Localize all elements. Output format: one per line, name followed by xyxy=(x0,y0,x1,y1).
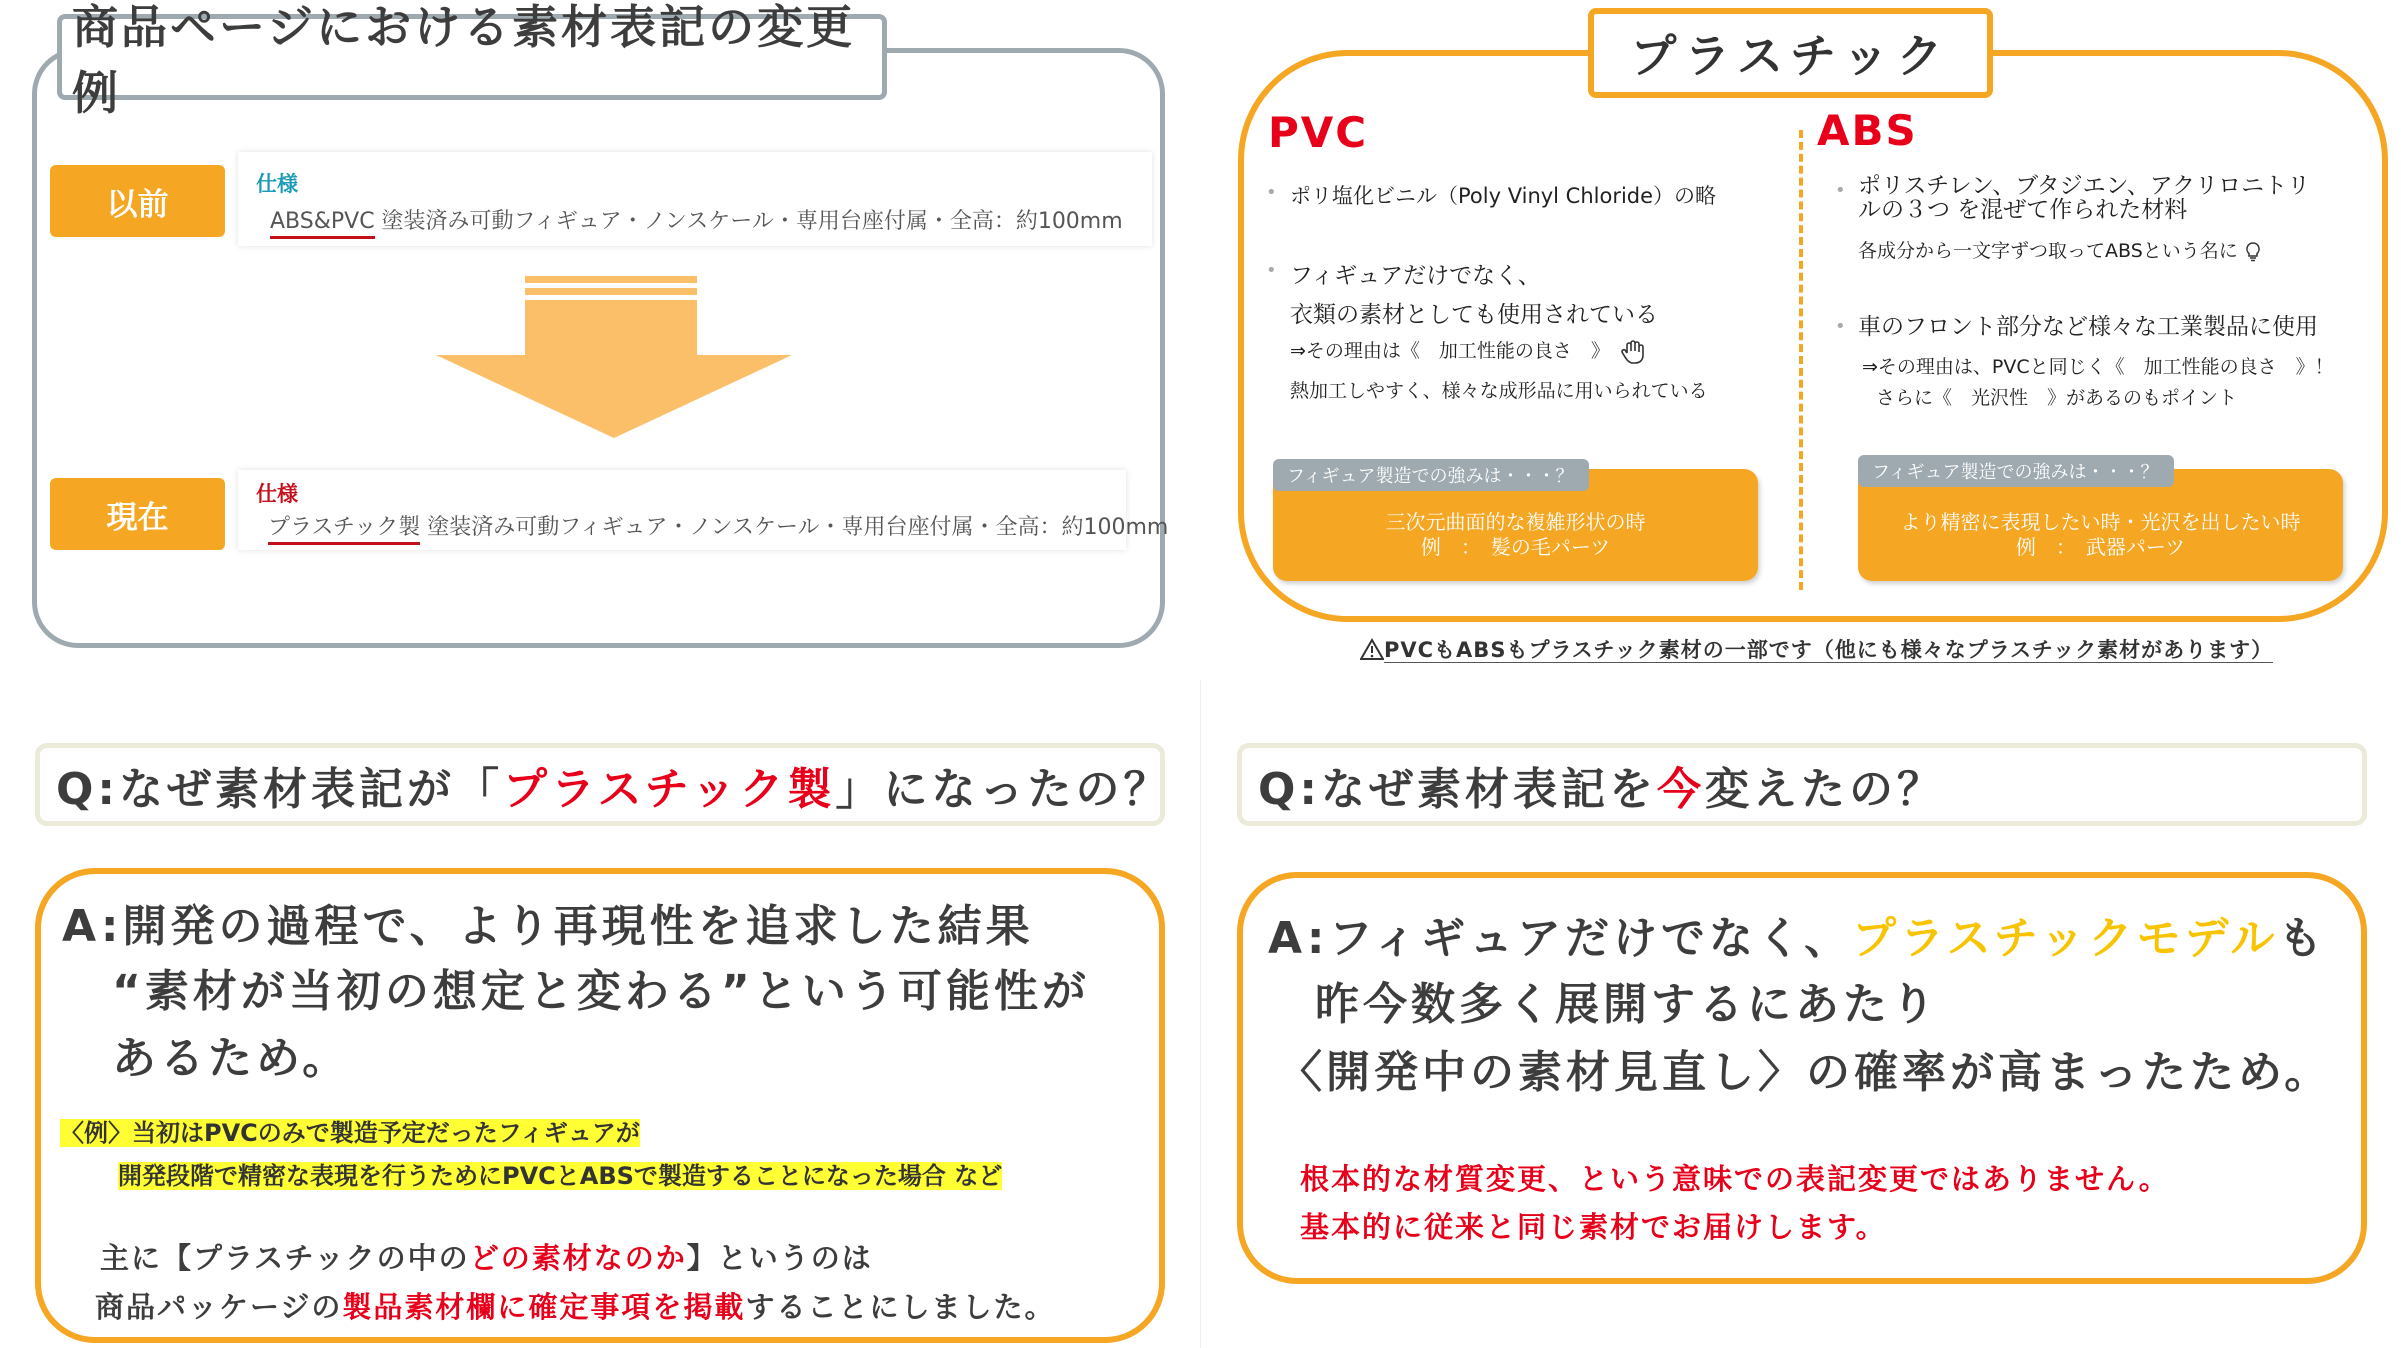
answer-1-line-3: あるため。 xyxy=(112,1033,351,1084)
answer-1-sub-1 xyxy=(100,1236,873,1277)
answer-2-line-1-suffix: も xyxy=(2278,913,2327,964)
abs-reason-line-1: ⇒その理由は、PVCと同じく《 加工性能の良さ 》！ xyxy=(1862,356,2334,378)
before-spec-line xyxy=(270,204,1123,235)
pvc-reason-text: ⇒その理由は《 加工性能の良さ 》 xyxy=(1290,340,1610,362)
lightbulb-icon xyxy=(2244,241,2262,263)
pvc-heading: PVC xyxy=(1268,108,1369,157)
after-spec-label: 仕様 xyxy=(256,482,298,506)
answer-1-sub-1-suffix: 】というのは xyxy=(686,1241,873,1275)
after-material: プラスチック製 xyxy=(268,515,420,545)
answer-1-sub-2-suffix: することにしました。 xyxy=(745,1290,1056,1324)
hand-icon xyxy=(1620,339,1646,365)
answer-2-red-line-1: 根本的な材質変更、という意味での表記変更ではありません。 xyxy=(1300,1162,2170,1196)
material-change-title: 商品ページにおける素材表記の変更例 xyxy=(57,14,887,100)
abs-note-text: 各成分から一文字ずつ取ってABSという名に xyxy=(1858,240,2238,262)
answer-1-line-2: “素材が当初の想定と変わる”という可能性が xyxy=(112,966,1090,1017)
answer-1-example-2 xyxy=(118,1156,1002,1191)
question-2-suffix: 変えたの？ xyxy=(1705,763,1945,815)
answer-1-sub-2-highlight: 製品素材欄に確定事項を掲載 xyxy=(342,1290,746,1324)
plastic-title: プラスチック xyxy=(1588,8,1993,98)
answer-2-line-1 xyxy=(1268,902,2326,966)
abs-heading: ABS xyxy=(1817,106,1918,155)
footnote-text: PVCもABSもプラスチック素材の一部です（他にも様々なプラスチック素材があります） xyxy=(1384,638,2274,662)
question-2 xyxy=(1237,743,2367,826)
answer-1-sub-2-prefix: 商品パッケージの xyxy=(95,1290,343,1324)
warning-icon xyxy=(1360,638,1384,660)
after-spec-text: 塗装済み可動フィギュア・ノンスケール・専用台座付属・全高：約100mm xyxy=(420,515,1169,540)
after-spec-card xyxy=(238,470,1169,550)
column-divider xyxy=(1200,680,1201,1348)
answer-2-line-2: 昨今数多く展開するにあたり xyxy=(1315,979,1939,1030)
abs-box-line-1: より精密に表現したい時・光沢を出したい時 xyxy=(1900,510,2301,534)
pvc-bullet-2-dot: • xyxy=(1266,260,1277,281)
plastic-footnote xyxy=(1360,634,2273,664)
before-spec-card xyxy=(238,152,1152,246)
abs-bullet-1-dot: • xyxy=(1835,180,1846,201)
abs-note xyxy=(1858,236,2262,263)
answer-1-sub-2 xyxy=(95,1285,1055,1326)
pvc-bullet-1-dot: • xyxy=(1266,182,1277,203)
question-1-highlight: プラスチック製 xyxy=(503,763,836,815)
answer-1-example-1 xyxy=(60,1113,640,1148)
pvc-box-line-1: 三次元曲面的な複雑形状の時 xyxy=(1385,510,1646,534)
pvc-strength-tag: フィギュア製造での強みは・・・？ xyxy=(1273,459,1589,491)
after-badge: 現在 xyxy=(50,478,225,550)
before-badge: 以前 xyxy=(50,165,225,237)
answer-2-line-3: 〈開発中の素材見直し〉の確率が高まったため。 xyxy=(1278,1047,2333,1098)
question-2-prefix: Q:なぜ素材表記を xyxy=(1258,763,1657,815)
pvc-box-line-2: 例 ： 髪の毛パーツ xyxy=(1420,535,1611,559)
abs-box-line-2: 例 ： 武器パーツ xyxy=(2015,535,2186,559)
pvc-bullet-1: ポリ塩化ビニル（Poly Vinyl Chloride）の略 xyxy=(1290,184,1717,208)
abs-bullet-1-line-1: ポリスチレン、ブタジエン、アクリロニトリ xyxy=(1858,173,2311,199)
abs-strength-tag: フィギュア製造での強みは・・・？ xyxy=(1858,455,2174,487)
before-material: ABS&PVC xyxy=(270,209,375,239)
answer-2-line-1-prefix: A:フィギュアだけでなく、 xyxy=(1268,913,1853,964)
after-spec-line xyxy=(268,510,1168,541)
abs-bullet-2: 車のフロント部分など様々な工業製品に使用 xyxy=(1858,314,2318,340)
answer-2-red-line-2: 基本的に従来と同じ素材でお届けします。 xyxy=(1300,1210,1887,1244)
abs-reason-line-2: さらに《 光沢性 》があるのもポイント xyxy=(1876,387,2238,409)
arrow-down-icon xyxy=(436,270,792,440)
pvc-detail: 熱加工しやすく、様々な成形品に用いられている xyxy=(1290,380,1708,402)
question-1-suffix: 」になったの？ xyxy=(835,763,1172,815)
answer-2-line-1-highlight: プラスチックモデル xyxy=(1852,913,2279,964)
answer-1-sub-1-prefix: 主に【プラスチックの中の xyxy=(100,1241,470,1275)
answer-1-example-1-text: 〈例〉当初はPVCのみで製造予定だったフィギュアが xyxy=(60,1119,640,1147)
question-2-highlight: 今 xyxy=(1657,763,1705,815)
abs-bullet-2-dot: • xyxy=(1835,316,1846,337)
question-1 xyxy=(35,743,1172,826)
abs-bullet-1-line-2: ルの３つ を混ぜて作られた材料 xyxy=(1858,197,2188,223)
before-spec-text: 塗装済み可動フィギュア・ノンスケール・専用台座付属・全高：約100mm xyxy=(374,209,1123,234)
answer-1-line-1: A:開発の過程で、より再現性を追求した結果 xyxy=(62,901,1034,952)
pvc-abs-divider xyxy=(1799,130,1803,590)
pvc-bullet-2-line-2: 衣類の素材としても使用されている xyxy=(1290,302,1658,328)
pvc-bullet-2-line-1: フィギュアだけでなく、 xyxy=(1290,263,1541,289)
before-spec-label: 仕様 xyxy=(256,172,298,196)
answer-1-example-2-text: 開発段階で精密な表現を行うためにPVCとABSで製造することになった場合 など xyxy=(118,1162,1003,1190)
pvc-reason xyxy=(1290,336,1646,365)
answer-1-sub-1-highlight: どの素材なのか xyxy=(469,1241,687,1275)
question-1-prefix: Q:なぜ素材表記が「 xyxy=(56,763,503,815)
